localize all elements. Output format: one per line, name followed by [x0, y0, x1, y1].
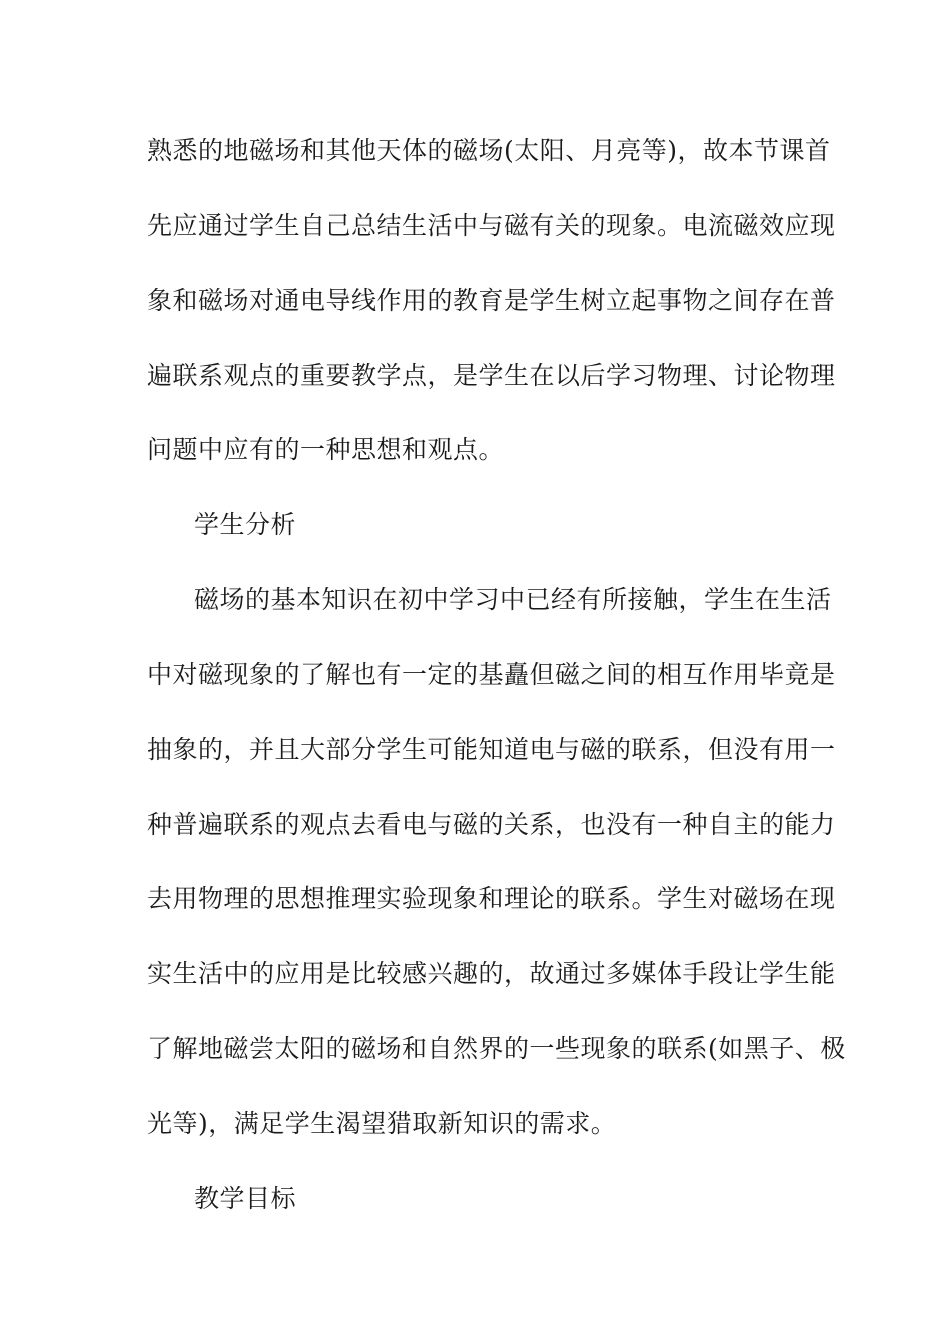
- paragraph-line: 遍联系观点的重要教学点，是学生在以后学习物理、讨论物理: [147, 361, 836, 390]
- paragraph-line: 去用物理的思想推理实验现象和理论的联系。学生对磁场在现: [147, 884, 836, 913]
- paragraph-line: 种普遍联系的观点去看电与磁的关系，也没有一种自主的能力: [147, 810, 836, 839]
- paragraph-line: 先应通过学生自己总结生活中与磁有关的现象。电流磁效应现: [147, 211, 836, 240]
- paragraph-line: 象和磁场对通电导线作用的教育是学生树立起事物之间存在普: [147, 286, 836, 315]
- paragraph-line: 问题中应有的一种思想和观点。: [147, 435, 505, 464]
- paragraph-line: 了解地磁尝太阳的磁场和自然界的一些现象的联系(如黑子、极: [147, 1034, 846, 1063]
- section-heading-teaching-objectives: 教学目标: [194, 1184, 297, 1213]
- paragraph-line: 实生活中的应用是比较感兴趣的，故通过多媒体手段让学生能: [147, 959, 836, 988]
- paragraph-line: 光等)，满足学生渴望猎取新知识的需求。: [147, 1109, 617, 1138]
- section-heading-student-analysis: 学生分析: [194, 510, 297, 539]
- paragraph-line: 熟悉的地磁场和其他天体的磁场(太阳、月亮等)，故本节课首: [147, 136, 831, 165]
- paragraph-line: 磁场的基本知识在初中学习中已经有所接触，学生在生活: [194, 585, 832, 614]
- paragraph-line: 抽象的，并且大部分学生可能知道电与磁的联系，但没有用一: [147, 735, 836, 764]
- paragraph-line: 中对磁现象的了解也有一定的基矗但磁之间的相互作用毕竟是: [147, 660, 836, 689]
